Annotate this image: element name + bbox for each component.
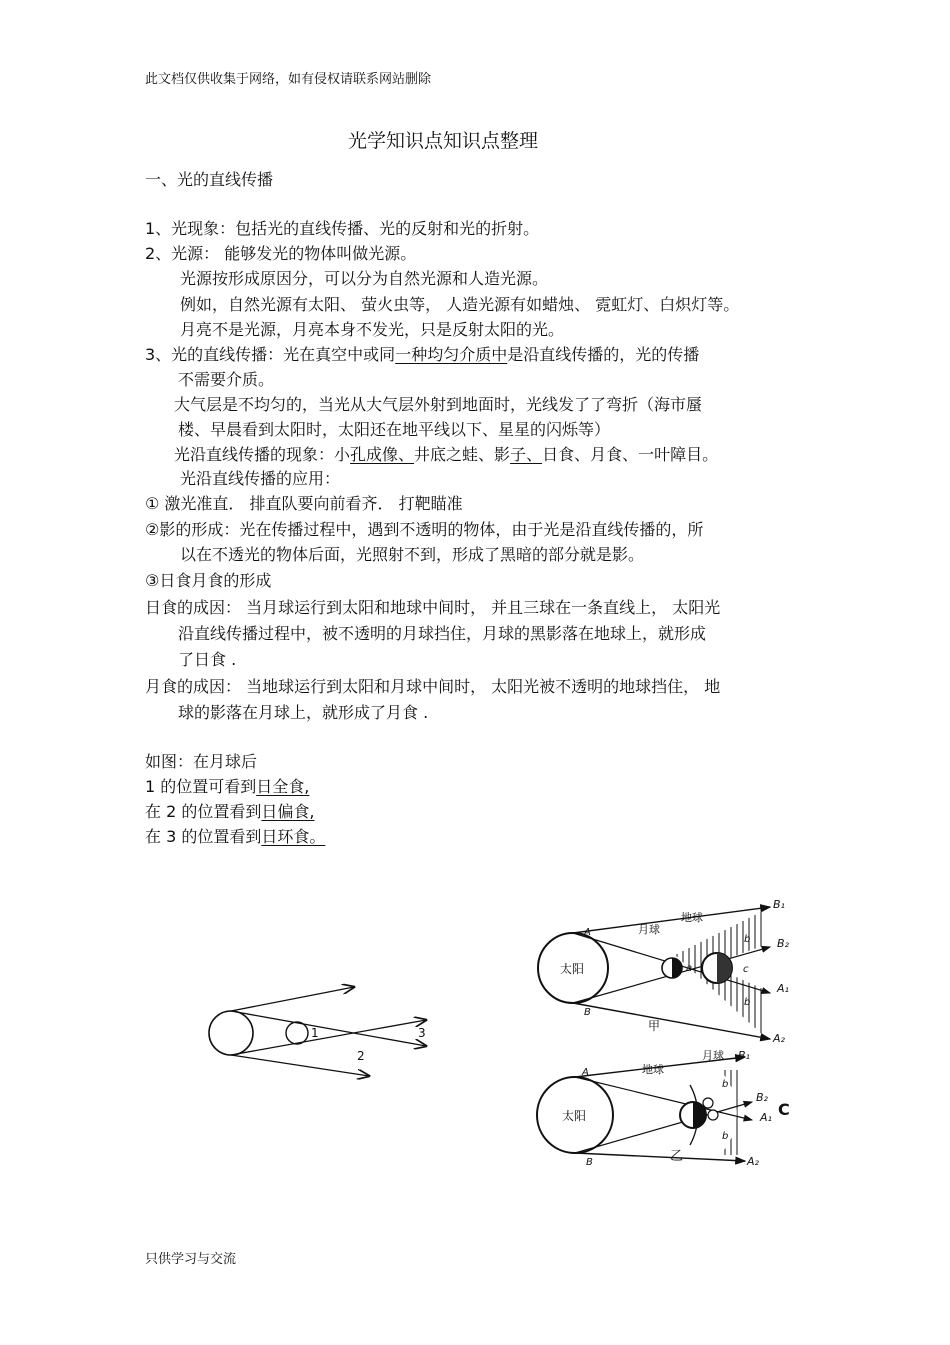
item-3 [145, 345, 699, 365]
header-note: 此文档仅供收集于网络，如有侵权请联系网站删除 [145, 72, 432, 87]
eclipse-title: ③日食月食的形成 [145, 571, 272, 590]
moon-circle [286, 1022, 308, 1044]
region-c-jia: c [743, 964, 749, 975]
label-3: 3 [418, 1026, 426, 1040]
solar-eclipse-line-1: 日食的成因： 当月球运行到太阳和地球中间时， 并且三球在一条直线上， 太阳光 [145, 598, 721, 617]
moon-label-yi: 月球 [702, 1049, 724, 1062]
region-c-mark-yi: C [778, 1100, 790, 1119]
ray-b1-jia: B₁ [773, 898, 785, 911]
ray-a2-jia: A₂ [773, 1032, 785, 1045]
item-3-line-4: 楼、早晨看到太阳时，太阳还在地平线以下、星星的闪烁等） [178, 420, 611, 439]
item-2-line-4: 月亮不是光源，月亮本身不发光，只是反射太阳的光。 [180, 320, 565, 339]
position-1-text: 1 的位置可看到 [145, 777, 257, 796]
applications-title: 光沿直线传播的应用： [180, 469, 341, 488]
item-2: 2、光源： 能够发光的物体叫做光源。 [145, 244, 417, 263]
label-1: 1 [311, 1026, 319, 1040]
item-2-line-2: 光源按形成原因分，可以分为自然光源和人造光源。 [180, 269, 549, 288]
solar-eclipse-line-2: 沿直线传播过程中，被不透明的月球挡住，月球的黑影落在地球上，就形成 [178, 624, 707, 643]
lunar-eclipse-line-1: 月食的成因： 当地球运行到太阳和月球中间时， 太阳光被不透明的地球挡住， 地 [145, 677, 721, 696]
phen-underlined-2: 子、 [510, 445, 543, 464]
position-3-text: 在 3 的位置看到 [145, 827, 262, 846]
item-2-line-3: 例如，自然光源有太阳、 萤火虫等， 人造光源有如蜡烛、 霓虹灯、白炽灯等。 [180, 295, 740, 314]
phen-a: 光沿直线传播的现象： [174, 445, 335, 464]
ray-b2-yi: B₂ [756, 1091, 768, 1104]
applications-list: ① 激光准直． 排直队要向前看齐． 打靶瞄准 [145, 494, 463, 513]
point-a-yi: A [582, 1067, 589, 1078]
eclipse-diagram-left [200, 975, 460, 1085]
region-a-jia: a [686, 963, 693, 974]
position-2-text: 在 2 的位置看到 [145, 802, 262, 821]
point-b-yi: B [586, 1157, 593, 1168]
position-3-underlined: 日环食。 [261, 827, 326, 846]
position-2-underlined: 日偏食, [261, 802, 315, 821]
moon-circle-yi-1 [703, 1098, 713, 1108]
item-3-text-b: 是沿直线传播的，光的传播 [507, 345, 700, 364]
point-b-jia: B [584, 1007, 591, 1018]
position-1-underlined: 日全食, [256, 777, 310, 796]
section-heading: 一、光的直线传播 [145, 170, 274, 189]
shadow-line-2: 以在不透光的物体后面，光照射不到，形成了黑暗的部分就是影。 [180, 545, 645, 564]
sun-label-jia: 太阳 [560, 962, 585, 976]
item-3-line-3: 大气层是不均匀的，当光从大气层外射到地面时，光线发了了弯折（海市蜃 [174, 395, 703, 414]
moon-label-jia: 月球 [638, 923, 660, 936]
shadow-line-1: ②影的形成：光在传播过程中，遇到不透明的物体，由于光是沿直线传播的，所 [145, 520, 704, 539]
position-2 [145, 802, 314, 822]
caption-jia: 甲 [648, 1019, 661, 1033]
item-1: 1、光现象：包括光的直线传播、光的反射和光的折射。 [145, 219, 540, 238]
ray-a1-jia: A₁ [777, 982, 789, 995]
earth-label-yi: 地球 [642, 1063, 664, 1076]
lunar-eclipse-line-2: 球的影落在月球上，就形成了月食 . [178, 703, 429, 722]
moon-circle-yi-2 [708, 1110, 718, 1120]
eclipse-diagram-jia [530, 895, 800, 1050]
ray-b2-jia: B₂ [777, 937, 789, 950]
sun-label-yi: 太阳 [562, 1109, 587, 1123]
phenomena-line [174, 445, 718, 465]
region-b-top-jia: b [744, 934, 751, 945]
ray-a2-yi: A₂ [747, 1155, 759, 1168]
label-2: 2 [357, 1049, 365, 1063]
item-3-underlined: 一种均匀介质中 [395, 345, 508, 364]
ray-a1-yi: A₁ [760, 1111, 772, 1124]
phen-c: 井底之蛙、影 [414, 445, 511, 464]
ray-b1-yi: B₁ [738, 1049, 750, 1062]
figure-intro: 如图：在月球后 [145, 752, 258, 771]
earth-label-jia: 地球 [681, 911, 703, 924]
caption-yi: 乙 [670, 1149, 684, 1164]
region-b-top-yi: b [722, 1079, 729, 1090]
sun-circle [209, 1011, 253, 1055]
region-b-bot-jia: b [744, 997, 751, 1008]
solar-eclipse-line-3: 了日食 . [178, 650, 237, 669]
position-3 [145, 827, 325, 847]
eclipse-diagram-yi [530, 1045, 800, 1175]
region-b-bot-yi: b [722, 1131, 729, 1142]
item-3-line-2: 不需要介质。 [178, 370, 275, 389]
point-a-jia: A [584, 927, 591, 938]
phen-underlined-1: 孔成像、 [350, 445, 415, 464]
position-1 [145, 777, 309, 797]
phen-b: 小 [334, 445, 351, 464]
item-3-text-a: 3、光的直线传播：光在真空中或同 [145, 345, 396, 364]
page-title: 光学知识点知识点整理 [348, 130, 539, 152]
phen-d: 日食、月食、一叶障目。 [542, 445, 719, 464]
footer-note: 只供学习与交流 [145, 1252, 237, 1267]
